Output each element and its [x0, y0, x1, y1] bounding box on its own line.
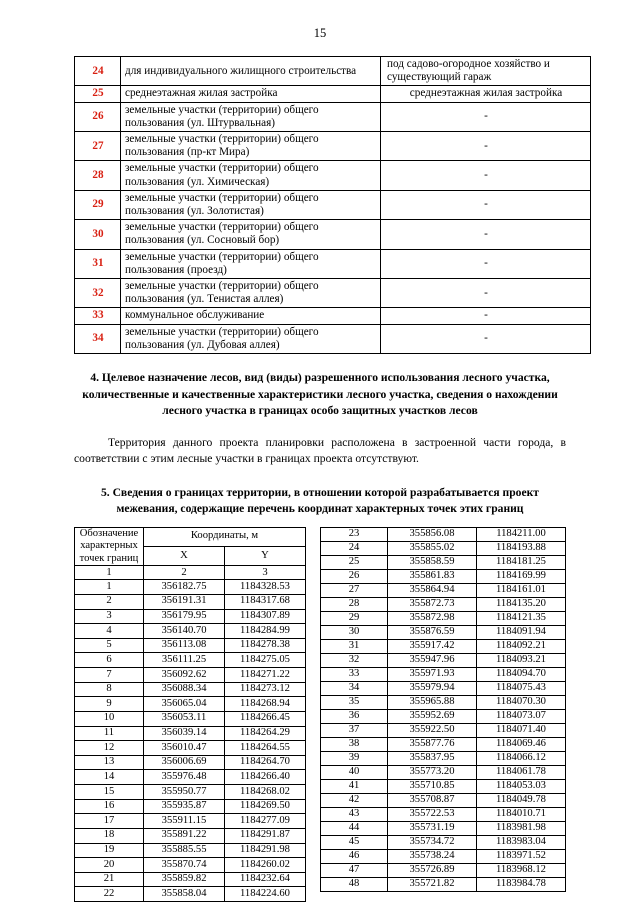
header-col-2: 2 — [144, 566, 225, 580]
table-row — [75, 726, 306, 741]
table-row — [321, 807, 566, 821]
table-row — [75, 858, 306, 873]
point-x: 355950.77 — [144, 785, 225, 800]
point-x: 355971.93 — [388, 667, 477, 681]
row-number: 29 — [75, 190, 121, 219]
point-id: 2 — [75, 594, 144, 609]
coordinates-right-body — [321, 527, 566, 891]
point-id: 4 — [75, 624, 144, 639]
point-x: 355837.95 — [388, 751, 477, 765]
point-y: 1184264.29 — [225, 726, 306, 741]
point-y: 1184266.40 — [225, 770, 306, 785]
point-id: 22 — [75, 887, 144, 902]
point-x: 356140.70 — [144, 624, 225, 639]
point-y: 1184291.98 — [225, 843, 306, 858]
table-row — [321, 765, 566, 779]
point-id: 24 — [321, 541, 388, 555]
table-row — [75, 308, 591, 324]
point-id: 44 — [321, 821, 388, 835]
point-id: 45 — [321, 835, 388, 849]
point-id: 5 — [75, 638, 144, 653]
coordinates-table-left-head — [75, 527, 306, 580]
point-x: 355710.85 — [388, 779, 477, 793]
point-id: 13 — [75, 755, 144, 770]
table-row — [321, 737, 566, 751]
point-id: 14 — [75, 770, 144, 785]
point-x: 355773.20 — [388, 765, 477, 779]
section-5-heading: 5. Сведения о границах территории, в отношении которой разрабатывается проект межевания, содержащие перечень координат характерных точек этих границ — [100, 485, 540, 516]
point-id: 37 — [321, 723, 388, 737]
point-y: 1184271.22 — [225, 668, 306, 683]
point-y: 1184135.20 — [477, 597, 566, 611]
row-permitted-use: - — [381, 249, 591, 278]
table-row — [75, 609, 306, 624]
point-id: 15 — [75, 785, 144, 800]
table-header-row — [75, 527, 306, 546]
point-id: 34 — [321, 681, 388, 695]
point-id: 6 — [75, 653, 144, 668]
row-land-use: коммунальное обслуживание — [121, 308, 381, 324]
row-permitted-use: - — [381, 190, 591, 219]
point-id: 8 — [75, 682, 144, 697]
section-4-heading: 4. Целевое назначение лесов, вид (виды) разрешенного использования лесного участка, количественные и качественные характеристики лесного участка, сведения о нахождении лесного участка в границах особо защитных участков лесов — [82, 371, 558, 418]
table-row — [75, 86, 591, 102]
point-x: 355738.24 — [388, 849, 477, 863]
point-y: 1183984.78 — [477, 877, 566, 891]
point-id: 39 — [321, 751, 388, 765]
point-y: 1184091.94 — [477, 625, 566, 639]
row-permitted-use: - — [381, 161, 591, 190]
point-id: 17 — [75, 814, 144, 829]
point-id: 35 — [321, 695, 388, 709]
point-y: 1184193.88 — [477, 541, 566, 555]
point-id: 46 — [321, 849, 388, 863]
table-row — [321, 877, 566, 891]
table-row — [321, 681, 566, 695]
point-x: 355722.53 — [388, 807, 477, 821]
point-id: 20 — [75, 858, 144, 873]
page-number: 15 — [313, 26, 327, 40]
point-id: 9 — [75, 697, 144, 712]
point-y: 1184169.99 — [477, 569, 566, 583]
point-y: 1184224.60 — [225, 887, 306, 902]
point-id: 18 — [75, 828, 144, 843]
row-permitted-use: под садово-огородное хозяйство и существующий гараж — [381, 57, 591, 86]
row-permitted-use: - — [381, 324, 591, 353]
point-y: 1184232.64 — [225, 872, 306, 887]
table-row — [321, 793, 566, 807]
point-y: 1184275.05 — [225, 653, 306, 668]
table-row — [75, 102, 591, 131]
point-id: 31 — [321, 639, 388, 653]
table-row — [75, 741, 306, 756]
point-x: 356111.25 — [144, 653, 225, 668]
point-x: 356182.75 — [144, 580, 225, 595]
table-row — [75, 161, 591, 190]
table-row — [75, 668, 306, 683]
point-id: 28 — [321, 597, 388, 611]
point-y: 1184053.03 — [477, 779, 566, 793]
point-id: 11 — [75, 726, 144, 741]
table-row — [75, 682, 306, 697]
point-y: 1183983.04 — [477, 835, 566, 849]
table-row — [75, 580, 306, 595]
header-designation: Обозначение характерных точек границ — [75, 527, 144, 566]
point-id: 27 — [321, 583, 388, 597]
point-x: 356092.62 — [144, 668, 225, 683]
point-y: 1184075.43 — [477, 681, 566, 695]
row-land-use: земельные участки (территории) общего пользования (пр-кт Мира) — [121, 132, 381, 161]
header-col-1: 1 — [75, 566, 144, 580]
row-land-use: земельные участки (территории) общего пользования (проезд) — [121, 249, 381, 278]
table-row — [75, 814, 306, 829]
table-row — [321, 863, 566, 877]
point-id: 40 — [321, 765, 388, 779]
table-row — [321, 555, 566, 569]
point-x: 356039.14 — [144, 726, 225, 741]
point-id: 47 — [321, 863, 388, 877]
row-number: 31 — [75, 249, 121, 278]
table-row — [75, 132, 591, 161]
point-y: 1184121.35 — [477, 611, 566, 625]
point-y: 1184307.89 — [225, 609, 306, 624]
row-number: 25 — [75, 86, 121, 102]
point-y: 1184070.30 — [477, 695, 566, 709]
table-row — [321, 597, 566, 611]
point-y: 1184066.12 — [477, 751, 566, 765]
header-coordinates: Координаты, м — [144, 527, 306, 546]
point-id: 43 — [321, 807, 388, 821]
row-permitted-use: - — [381, 279, 591, 308]
point-id: 12 — [75, 741, 144, 756]
table-row — [75, 249, 591, 278]
point-y: 1184317.68 — [225, 594, 306, 609]
point-x: 355891.22 — [144, 828, 225, 843]
point-x: 355734.72 — [388, 835, 477, 849]
table-row — [321, 849, 566, 863]
point-x: 355708.87 — [388, 793, 477, 807]
point-y: 1184260.02 — [225, 858, 306, 873]
table-row — [75, 279, 591, 308]
point-y: 1184264.55 — [225, 741, 306, 756]
row-number: 26 — [75, 102, 121, 131]
purpose-table-body — [75, 57, 591, 354]
point-x: 356010.47 — [144, 741, 225, 756]
point-id: 48 — [321, 877, 388, 891]
coordinates-left-body — [75, 580, 306, 902]
row-number: 30 — [75, 220, 121, 249]
row-number: 24 — [75, 57, 121, 86]
row-land-use: земельные участки (территории) общего пользования (ул. Золотистая) — [121, 190, 381, 219]
point-id: 38 — [321, 737, 388, 751]
point-id: 29 — [321, 611, 388, 625]
table-row — [321, 611, 566, 625]
table-row — [75, 324, 591, 353]
table-row — [321, 723, 566, 737]
point-x: 356179.95 — [144, 609, 225, 624]
point-y: 1184328.53 — [225, 580, 306, 595]
row-number: 32 — [75, 279, 121, 308]
point-y: 1184269.50 — [225, 799, 306, 814]
table-row — [75, 653, 306, 668]
point-x: 355872.98 — [388, 611, 477, 625]
table-row — [321, 583, 566, 597]
table-row — [75, 624, 306, 639]
header-x: X — [144, 546, 225, 565]
point-x: 356053.11 — [144, 711, 225, 726]
point-y: 1184211.00 — [477, 527, 566, 541]
row-land-use: среднеэтажная жилая застройка — [121, 86, 381, 102]
header-y: Y — [225, 546, 306, 565]
point-y: 1184291.87 — [225, 828, 306, 843]
row-land-use: земельные участки (территории) общего пользования (ул. Дубовая аллея) — [121, 324, 381, 353]
table-row — [321, 625, 566, 639]
row-number: 34 — [75, 324, 121, 353]
point-x: 355952.69 — [388, 709, 477, 723]
point-x: 355858.04 — [144, 887, 225, 902]
point-x: 355731.19 — [388, 821, 477, 835]
table-row — [75, 594, 306, 609]
table-row — [321, 653, 566, 667]
point-id: 21 — [75, 872, 144, 887]
point-y: 1184069.46 — [477, 737, 566, 751]
point-id: 1 — [75, 580, 144, 595]
table-row — [321, 541, 566, 555]
table-row — [75, 770, 306, 785]
point-y: 1184061.78 — [477, 765, 566, 779]
table-row — [75, 887, 306, 902]
point-x: 356088.34 — [144, 682, 225, 697]
point-y: 1184278.38 — [225, 638, 306, 653]
table-row — [75, 785, 306, 800]
row-land-use: земельные участки (территории) общего пользования (ул. Сосновый бор) — [121, 220, 381, 249]
table-row — [321, 639, 566, 653]
table-row — [75, 843, 306, 858]
table-row — [321, 695, 566, 709]
row-permitted-use: - — [381, 102, 591, 131]
table-row — [75, 638, 306, 653]
point-x: 355911.15 — [144, 814, 225, 829]
point-y: 1183968.12 — [477, 863, 566, 877]
point-id: 19 — [75, 843, 144, 858]
point-id: 25 — [321, 555, 388, 569]
point-x: 355965.88 — [388, 695, 477, 709]
point-y: 1184071.40 — [477, 723, 566, 737]
point-y: 1184268.02 — [225, 785, 306, 800]
land-use-purpose-table — [74, 56, 591, 354]
header-col-3: 3 — [225, 566, 306, 580]
point-y: 1184266.45 — [225, 711, 306, 726]
point-y: 1184161.01 — [477, 583, 566, 597]
point-y: 1184273.12 — [225, 682, 306, 697]
point-id: 16 — [75, 799, 144, 814]
table-row — [321, 835, 566, 849]
point-y: 1184181.25 — [477, 555, 566, 569]
point-x: 356065.04 — [144, 697, 225, 712]
point-y: 1183981.98 — [477, 821, 566, 835]
row-permitted-use: - — [381, 132, 591, 161]
coordinates-tables-container — [74, 527, 566, 900]
point-y: 1184092.21 — [477, 639, 566, 653]
point-x: 355861.83 — [388, 569, 477, 583]
point-y: 1184093.21 — [477, 653, 566, 667]
table-row — [321, 569, 566, 583]
point-y: 1184010.71 — [477, 807, 566, 821]
coordinates-table-right — [320, 527, 566, 892]
point-y: 1184094.70 — [477, 667, 566, 681]
point-id: 32 — [321, 653, 388, 667]
point-x: 355935.87 — [144, 799, 225, 814]
table-row — [75, 697, 306, 712]
point-x: 355876.59 — [388, 625, 477, 639]
point-id: 36 — [321, 709, 388, 723]
table-row — [75, 57, 591, 86]
row-permitted-use: среднеэтажная жилая застройка — [381, 86, 591, 102]
table-row — [321, 751, 566, 765]
point-x: 355864.94 — [388, 583, 477, 597]
point-id: 30 — [321, 625, 388, 639]
coordinates-table-left — [74, 527, 306, 903]
row-number: 33 — [75, 308, 121, 324]
section-4-paragraph: Территория данного проекта планировки расположена в застроенной части города, в соответствии с этим лесные участки в границах проекта отсутствуют. — [74, 435, 566, 466]
point-y: 1183971.52 — [477, 849, 566, 863]
table-row — [321, 821, 566, 835]
point-id: 42 — [321, 793, 388, 807]
table-row — [321, 667, 566, 681]
point-y: 1184277.09 — [225, 814, 306, 829]
table-row — [321, 527, 566, 541]
point-x: 356006.69 — [144, 755, 225, 770]
table-row — [321, 709, 566, 723]
point-x: 355859.82 — [144, 872, 225, 887]
point-x: 355858.59 — [388, 555, 477, 569]
table-row — [75, 799, 306, 814]
point-y: 1184268.94 — [225, 697, 306, 712]
table-row — [75, 872, 306, 887]
row-land-use: земельные участки (территории) общего пользования (ул. Тенистая аллея) — [121, 279, 381, 308]
table-column-number-row — [75, 566, 306, 580]
point-id: 3 — [75, 609, 144, 624]
table-row — [75, 755, 306, 770]
point-id: 33 — [321, 667, 388, 681]
point-id: 23 — [321, 527, 388, 541]
row-land-use: для индивидуального жилищного строительства — [121, 57, 381, 86]
point-id: 7 — [75, 668, 144, 683]
table-row — [75, 828, 306, 843]
point-y: 1184073.07 — [477, 709, 566, 723]
point-x: 355947.96 — [388, 653, 477, 667]
row-number: 27 — [75, 132, 121, 161]
point-x: 355856.08 — [388, 527, 477, 541]
point-x: 356191.31 — [144, 594, 225, 609]
point-x: 355885.55 — [144, 843, 225, 858]
row-permitted-use: - — [381, 220, 591, 249]
point-x: 355877.76 — [388, 737, 477, 751]
point-id: 26 — [321, 569, 388, 583]
point-x: 355976.48 — [144, 770, 225, 785]
row-permitted-use: - — [381, 308, 591, 324]
point-x: 355726.89 — [388, 863, 477, 877]
table-row — [75, 220, 591, 249]
row-land-use: земельные участки (территории) общего пользования (ул. Штурвальная) — [121, 102, 381, 131]
point-id: 41 — [321, 779, 388, 793]
point-x: 355872.73 — [388, 597, 477, 611]
point-x: 355855.02 — [388, 541, 477, 555]
point-x: 356113.08 — [144, 638, 225, 653]
point-x: 355979.94 — [388, 681, 477, 695]
table-row — [75, 711, 306, 726]
point-y: 1184049.78 — [477, 793, 566, 807]
row-number: 28 — [75, 161, 121, 190]
point-x: 355922.50 — [388, 723, 477, 737]
point-id: 10 — [75, 711, 144, 726]
point-y: 1184264.70 — [225, 755, 306, 770]
point-x: 355870.74 — [144, 858, 225, 873]
table-row — [321, 779, 566, 793]
point-x: 355721.82 — [388, 877, 477, 891]
point-x: 355917.42 — [388, 639, 477, 653]
row-land-use: земельные участки (территории) общего пользования (ул. Химическая) — [121, 161, 381, 190]
table-row — [75, 190, 591, 219]
point-y: 1184284.99 — [225, 624, 306, 639]
